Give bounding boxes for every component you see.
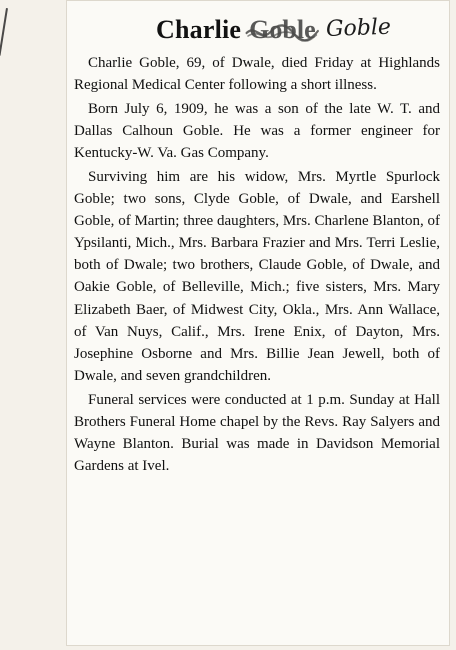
obituary-paragraph-3: Surviving him are his widow, Mrs. Myrtle Spurlock Goble; two sons, Clyde Goble, of Dwale, and Earshell Goble, of Martin; three daughters, Mrs. Charlene Blanton, of Ypsilanti, Mich., Mrs. Barbara Frazier and Mrs. Terri Leslie, both of Dwale; two brothers, Claude Goble, of Dwale, and Oakie Goble, of Belleville, Mich.; five sisters, Mrs. Mary Elizabeth Baer, of Midwest City, Okla., Mrs. Ann Wallace, of Van Nuys, Calif., Mrs. Irene Enix, of Dayton, Mrs. Josephine Osborne and Mrs. Billie Jean Jewell, both of Dwale, and seven grandchildren. [74,169,440,384]
margin-pen-mark [0,8,8,56]
headline-handwritten-correction: Goble [325,14,391,42]
obituary-paragraph-2: Born July 6, 1909, he was a son of the late W. T. and Dallas Calhoun Goble. He was a former engineer for Kentucky-W. Va. Gas Company. [74,101,440,162]
headline-struck-name [249,17,315,43]
obituary-body [74,52,440,477]
obituary-headline [156,10,446,50]
obituary-paragraph-1: Charlie Goble, 69, of Dwale, died Friday at Highlands Regional Medical Center following a short illness. [74,55,440,94]
headline-struck-name-text: Goble [249,15,316,44]
obituary-paragraph-4: Funeral services were conducted at 1 p.m. Sunday at Hall Brothers Funeral Home chapel by the Revs. Ray Salyers and Wayne Blanton. Burial was made in Davidson Memorial Gardens at Ivel. [74,391,440,474]
headline-printed-name: Charlie [156,15,242,44]
